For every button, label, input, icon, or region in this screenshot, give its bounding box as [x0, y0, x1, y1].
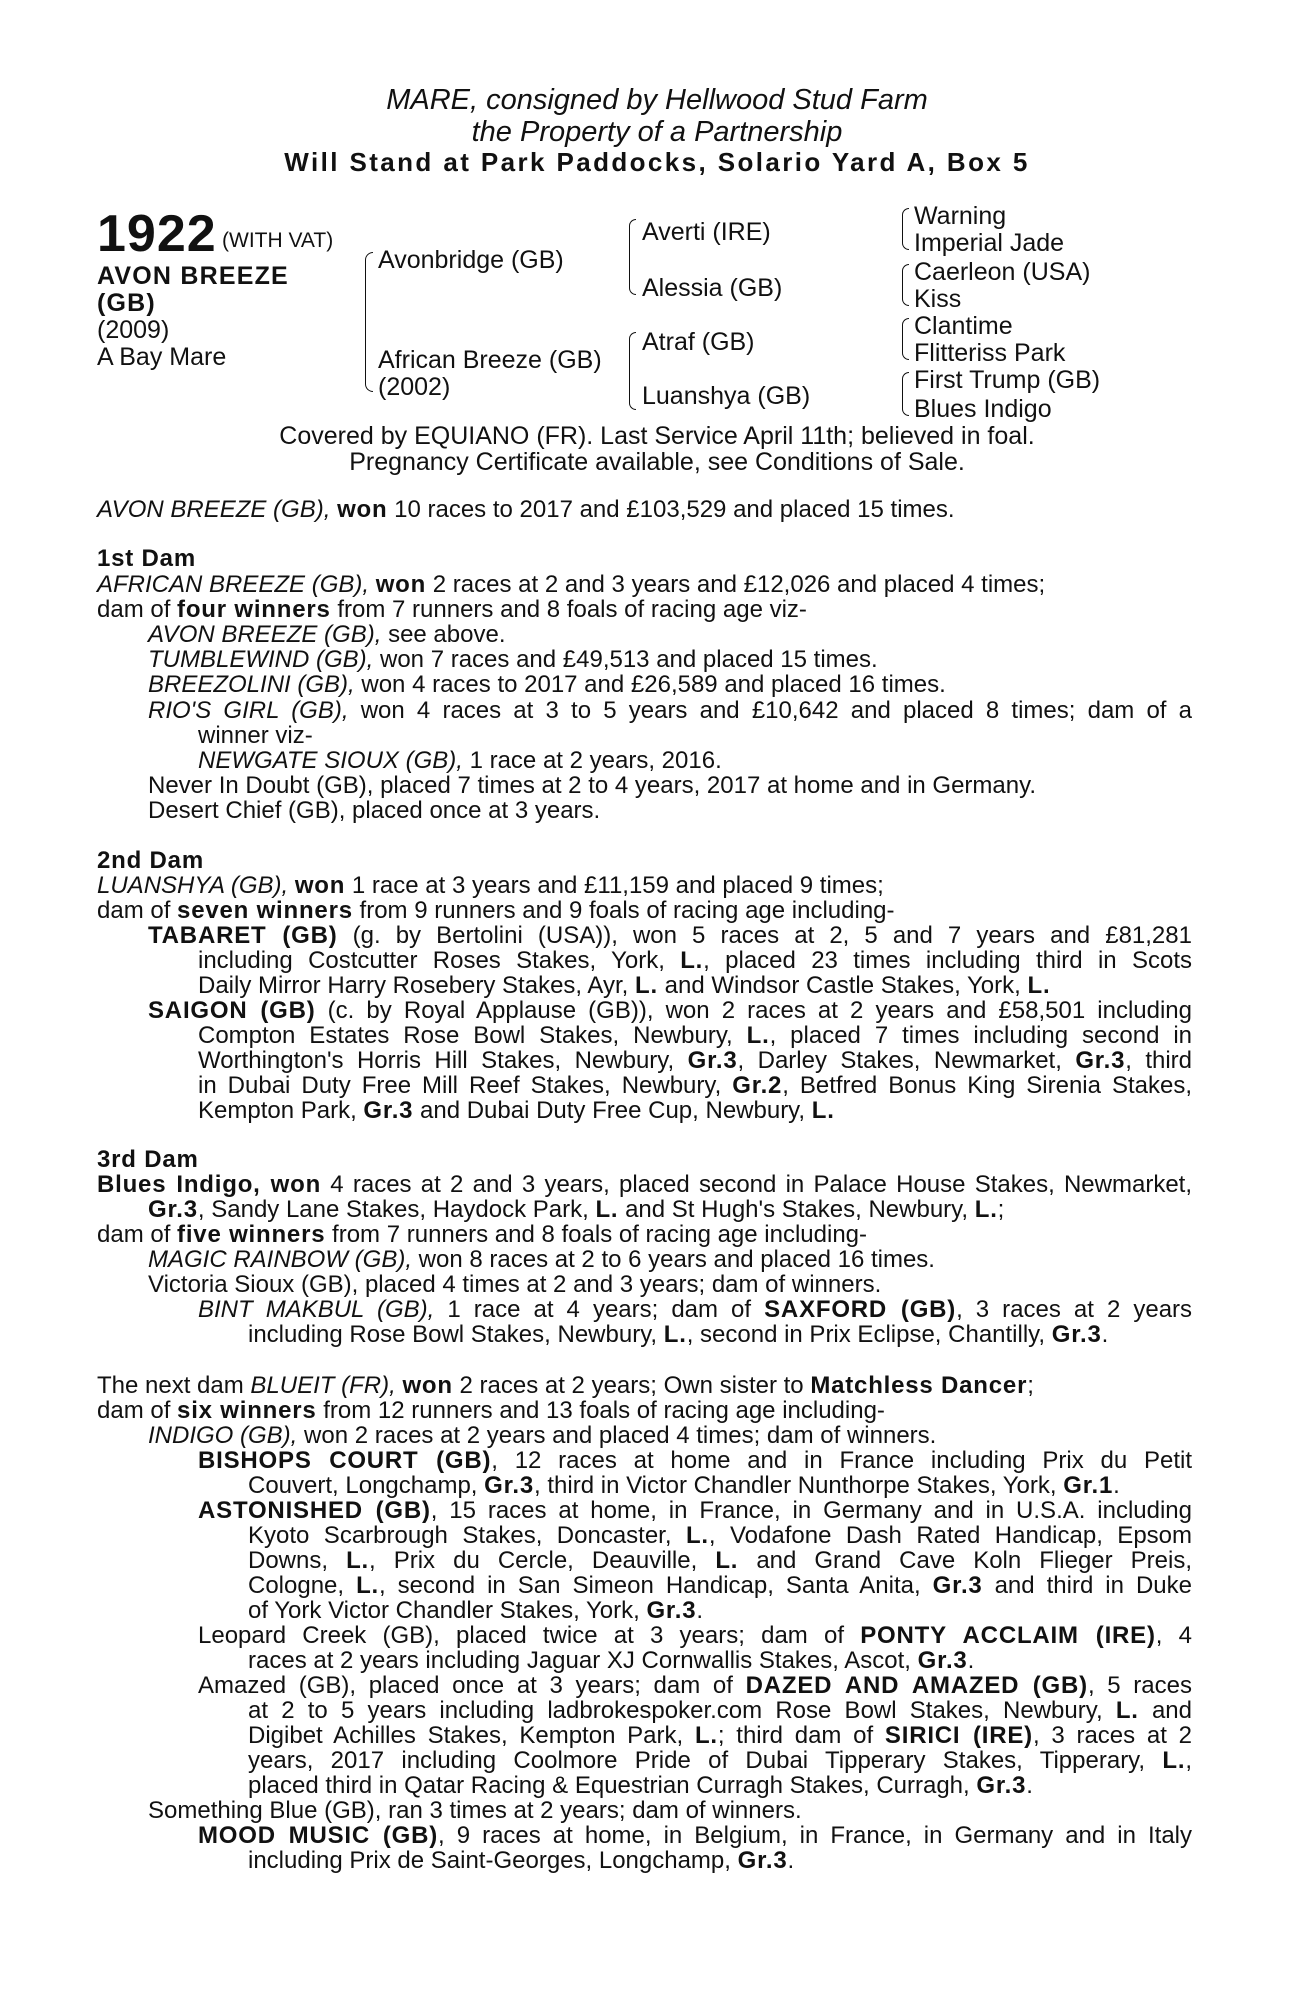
- produce-entry: Amazed (GB), placed once at 3 years; dam of DAZED AND AMAZED (GB), 5 races: [198, 1672, 1192, 1699]
- second-dam-record: LUANSHYA (GB), won 1 race at 3 years and £11,159 and placed 9 times;: [97, 872, 884, 899]
- third-dam-record: Blues Indigo, won 4 races at 2 and 3 years, placed second in Palace House Stakes, Newmarket,: [97, 1171, 1193, 1198]
- produce-entry: Never In Doubt (GB), placed 7 times at 2 to 4 years, 2017 at home and in Germany.: [148, 772, 1036, 799]
- first-dam-heading: 1st Dam: [97, 545, 196, 572]
- produce-entry: AVON BREEZE (GB), see above.: [148, 621, 506, 648]
- produce-entry-continued: Compton Estates Rose Bowl Stakes, Newbury, L., placed 7 times including second in: [198, 1022, 1193, 1049]
- first-dam-record: AFRICAN BREEZE (GB), won 2 races at 2 and 3 years and £12,026 and placed 4 times;: [97, 571, 1046, 598]
- produce-entry-continued: Daily Mirror Harry Rosebery Stakes, Ayr, L. and Windsor Castle Stakes, York, L.: [198, 972, 1051, 999]
- pedigree-g3-1: Warning: [914, 202, 1007, 230]
- pedigree-brace-g3-4: [902, 372, 909, 416]
- pedigree-brace-g3-2: [902, 264, 909, 306]
- covering-note: Covered by EQUIANO (FR). Last Service April 11th; believed in foal.: [279, 422, 1035, 450]
- produce-entry-continued: Downs, L., Prix du Cercle, Deauville, L. and Grand Cave Koln Flieger Preis,: [248, 1547, 1193, 1574]
- produce-entry-continued: including Costcutter Roses Stakes, York, L., placed 23 times including third in Scots: [198, 947, 1192, 974]
- pedigree-brace-g3-3: [902, 318, 909, 360]
- produce-entry: MOOD MUSIC (GB), 9 races at home, in Belgium, in France, in Germany and in Italy: [198, 1822, 1192, 1849]
- produce-entry: BISHOPS COURT (GB), 12 races at home and in France including Prix du Petit: [198, 1447, 1192, 1474]
- pedigree-dam-year: (2002): [378, 373, 451, 401]
- produce-entry-continued: placed third in Qatar Racing & Equestrian Curragh Stakes, Curragh, Gr.3.: [248, 1772, 1033, 1799]
- lot-number: 1922: [97, 205, 217, 263]
- pedigree-sire-sire: Averti (IRE): [642, 218, 771, 246]
- consignor-heading: MARE, consigned by Hellwood Stud Farm: [386, 84, 928, 116]
- produce-entry: TUMBLEWIND (GB), won 7 races and £49,513 and placed 15 times.: [148, 646, 878, 673]
- pedigree-brace-sire: [629, 219, 636, 295]
- produce-entry: BREEZOLINI (GB), won 4 races to 2017 and £26,589 and placed 16 times.: [148, 671, 946, 698]
- produce-entry-continued: Cologne, L., second in San Simeon Handicap, Santa Anita, Gr.3 and third in Duke: [248, 1572, 1192, 1599]
- produce-entry: BINT MAKBUL (GB), 1 race at 4 years; dam of SAXFORD (GB), 3 races at 2 years: [198, 1296, 1193, 1323]
- pedigree-g3-3: Caerleon (USA): [914, 258, 1091, 286]
- pedigree-brace-dam: [629, 332, 636, 410]
- produce-entry: RIO'S GIRL (GB), won 4 races at 3 to 5 years and £10,642 and placed 8 times; dam of a: [148, 697, 1192, 724]
- location-heading: Will Stand at Park Paddocks, Solario Yard A, Box 5: [284, 147, 1030, 177]
- next-dam-record: The next dam BLUEIT (FR), won 2 races at 2 years; Own sister to Matchless Dancer;: [97, 1372, 1034, 1399]
- produce-entry: INDIGO (GB), won 2 races at 2 years and placed 4 times; dam of winners.: [148, 1422, 937, 1449]
- third-dam-produce-summary: dam of five winners from 7 runners and 8 foals of racing age including-: [97, 1221, 868, 1248]
- pregnancy-note: Pregnancy Certificate available, see Conditions of Sale.: [349, 448, 965, 476]
- produce-entry-continued: of York Victor Chandler Stakes, York, Gr.3.: [248, 1597, 704, 1624]
- next-dam-produce-summary: dam of six winners from 12 runners and 13 foals of racing age including-: [97, 1397, 885, 1424]
- produce-entry: ASTONISHED (GB), 15 races at home, in France, in Germany and in U.S.A. including: [198, 1497, 1192, 1524]
- third-dam-record-continued: Gr.3, Sandy Lane Stakes, Haydock Park, L. and St Hugh's Stakes, Newbury, L.;: [148, 1196, 1005, 1223]
- horse-name-suffix: (GB): [97, 289, 156, 317]
- produce-entry-continued: Worthington's Horris Hill Stakes, Newbury, Gr.3, Darley Stakes, Newmarket, Gr.3, third: [198, 1047, 1193, 1074]
- produce-entry: Desert Chief (GB), placed once at 3 years.: [148, 797, 601, 824]
- property-heading: the Property of a Partnership: [471, 116, 843, 148]
- pedigree-g3-4: Kiss: [914, 285, 962, 313]
- produce-entry-continued: in Dubai Duty Free Mill Reef Stakes, Newbury, Gr.2, Betfred Bonus King Sirenia Stakes,: [198, 1072, 1193, 1099]
- produce-entry: Something Blue (GB), ran 3 times at 2 years; dam of winners.: [148, 1797, 802, 1824]
- produce-entry: TABARET (GB) (g. by Bertolini (USA)), won 5 races at 2, 5 and 7 years and £81,281: [148, 922, 1192, 949]
- horse-name: AVON BREEZE: [97, 262, 289, 290]
- horse-year: (2009): [97, 316, 170, 344]
- first-dam-produce-summary: dam of four winners from 7 runners and 8 foals of racing age viz-: [97, 596, 807, 623]
- produce-entry-continued: including Rose Bowl Stakes, Newbury, L., second in Prix Eclipse, Chantilly, Gr.3.: [248, 1321, 1109, 1348]
- produce-entry: Victoria Sioux (GB), placed 4 times at 2 and 3 years; dam of winners.: [148, 1271, 882, 1298]
- third-dam-heading: 3rd Dam: [97, 1146, 199, 1173]
- produce-entry-continued: Couvert, Longchamp, Gr.3, third in Victor Chandler Nunthorpe Stakes, York, Gr.1.: [248, 1472, 1120, 1499]
- produce-entry: NEWGATE SIOUX (GB), 1 race at 2 years, 2016.: [198, 747, 722, 774]
- lot-vat: (WITH VAT): [222, 229, 334, 252]
- produce-entry: MAGIC RAINBOW (GB), won 8 races at 2 to 6 years and placed 16 times.: [148, 1246, 935, 1273]
- pedigree-dam-sire: Atraf (GB): [642, 328, 755, 356]
- produce-entry-continued: at 2 to 5 years including ladbrokespoker.com Rose Bowl Stakes, Newbury, L. and: [248, 1697, 1192, 1724]
- pedigree-sire-dam: Alessia (GB): [642, 274, 783, 302]
- pedigree-g3-6: Flitteriss Park: [914, 339, 1066, 367]
- produce-entry: Leopard Creek (GB), placed twice at 3 years; dam of PONTY ACCLAIM (IRE), 4: [198, 1622, 1193, 1649]
- produce-entry-continued: Kempton Park, Gr.3 and Dubai Duty Free Cup, Newbury, L.: [198, 1097, 835, 1124]
- pedigree-dam-dam: Luanshya (GB): [642, 382, 811, 410]
- pedigree-sire: Avonbridge (GB): [378, 246, 564, 274]
- horse-description: A Bay Mare: [97, 343, 227, 371]
- pedigree-g3-2: Imperial Jade: [914, 229, 1065, 257]
- produce-entry-continued: including Prix de Saint-Georges, Longchamp, Gr.3.: [248, 1847, 795, 1874]
- pedigree-brace-main: [365, 252, 373, 392]
- second-dam-produce-summary: dam of seven winners from 9 runners and 9 foals of racing age including-: [97, 897, 895, 924]
- pedigree-g3-7: First Trump (GB): [914, 366, 1101, 394]
- pedigree-brace-g3-1: [902, 208, 909, 250]
- pedigree-g3-5: Clantime: [914, 312, 1013, 340]
- produce-entry-continued: Kyoto Scarbrough Stakes, Doncaster, L., Vodafone Dash Rated Handicap, Epsom: [248, 1522, 1192, 1549]
- produce-entry-continued: races at 2 years including Jaguar XJ Cornwallis Stakes, Ascot, Gr.3.: [248, 1647, 975, 1674]
- produce-entry-continued: years, 2017 including Coolmore Pride of Dubai Tipperary Stakes, Tipperary, L.,: [248, 1747, 1192, 1774]
- race-summary: AVON BREEZE (GB), won 10 races to 2017 and £103,529 and placed 15 times.: [97, 496, 955, 523]
- produce-entry-continued: Digibet Achilles Stakes, Kempton Park, L.; third dam of SIRICI (IRE), 3 races at 2: [248, 1722, 1192, 1749]
- produce-entry-continued: winner viz-: [198, 722, 313, 749]
- produce-entry: SAIGON (GB) (c. by Royal Applause (GB)), won 2 races at 2 years and £58,501 including: [148, 997, 1192, 1024]
- pedigree-g3-8: Blues Indigo: [914, 395, 1052, 423]
- second-dam-heading: 2nd Dam: [97, 847, 204, 874]
- pedigree-dam: African Breeze (GB): [378, 346, 602, 374]
